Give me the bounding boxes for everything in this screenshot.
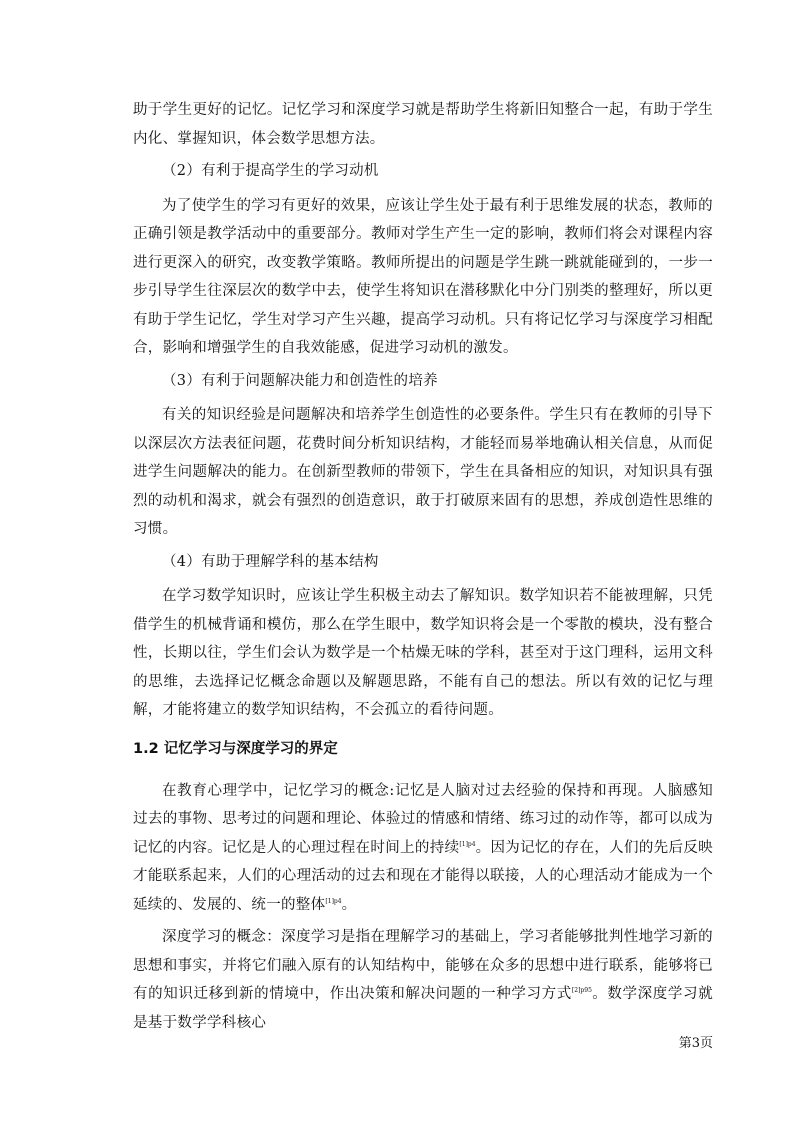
memory-definition-text-a: 在教育心理学中，记忆学习的概念:记忆是人脑对过去经验的保持和再现。人脑感知过去的事物、思考过的问题和理论、体验过的情感和情绪、练习过的动作等，都可以成为记忆的内容。记忆是人的心理过程在时间上的持续 (133, 782, 713, 856)
citation-3: [2]p95 (571, 987, 592, 995)
paragraph-motivation: 为了使学生的学习有更好的效果，应该让学生处于最有利于思维发展的状态，教师的正确引领是教学活动中的重要部分。教师对学生产生一定的影响，教师们将会对课程内容进行更深入的研究，改变教学策略。教师所提出的问题是学生跳一跳就能碰到的，一步一步引导学生往深层次的数学中去，使学生将知识在潜移默化中分门别类的整理好，所以更有助于学生记忆，学生对学习产生兴趣，提高学习动机。只有将记忆学习与深度学习相配合，影响和增强学生的自我效能感，促进学习动机的激发。 (133, 197, 713, 356)
page-number: 第3页 (678, 1036, 713, 1051)
citation-1: [1]p4 (459, 840, 476, 848)
paragraph-creativity: 有关的知识经验是问题解决和培养学生创造性的必要条件。学生只有在教师的引导下以深层次方法表征问题，花费时间分析知识结构，才能轻而易举地确认相关信息，从而促进学生问题解决的能力。在创新型教师的带领下，学生在具备相应的知识，对知识具有强烈的动机和渴求，就会有强烈的创造意识，敢于打破原来固有的思想，养成创造性思维的习惯。 (133, 407, 713, 537)
subheading-motivation: （2）有利于提高学生的学习动机 (162, 163, 379, 179)
section-heading: 1.2 记忆学习与深度学习的界定 (133, 740, 338, 757)
paragraph-subject-structure: 在学习数学知识时，应该让学生积极主动去了解知识。数学知识若不能被理解，只凭借学生的机械背诵和模仿，那么在学生眼中，数学知识将会是一个零散的模块，没有整合性，长期以往，学生们会认为数学是一个枯燥无味的学科，甚至对于这门理科，运用文科的思维，去选择记忆概念命题以及解题思路，不能有自己的想法。所以有效的记忆与理解，才能将建立的数学知识结构，不会孤立的看待问题。 (133, 588, 713, 718)
deep-learning-text-b: 。数学深度学习就是基于数学学科核心 (133, 986, 713, 1031)
deep-learning-text-a: 深度学习的概念：深度学习是指在理解学习的基础上，学习者能够批判性地学习新的思想和事实，并将它们融入原有的认知结构中，能够在众多的思想中进行联系，能够将已有的知识迁移到新的情境中，作出决策和解决问题的一种学习方式 (133, 929, 713, 1002)
paragraph-deep-learning-definition (133, 923, 713, 1037)
memory-definition-text-c: 。 (341, 896, 357, 913)
paragraph-memory-definition (133, 777, 713, 920)
page-body (133, 96, 713, 1037)
memory-definition-text-b: 。因为记忆的存在，人们的先后反映才能联系起来，人们的心理活动的过去和现在才能得以联接，人的心理活动才能成为一个延续的、发展的、统一的整体 (133, 839, 713, 913)
paragraph-continuation: 助于学生更好的记忆。记忆学习和深度学习就是帮助学生将新旧知整合一起，有助于学生内化、掌握知识，体会数学思想方法。 (133, 102, 713, 147)
citation-2: [1]p4 (325, 897, 342, 905)
subheading-subject-structure: （4）有助于理解学科的基本结构 (162, 553, 379, 570)
subheading-problem-solving: （3）有利于问题解决能力和创造性的培养 (162, 372, 438, 389)
